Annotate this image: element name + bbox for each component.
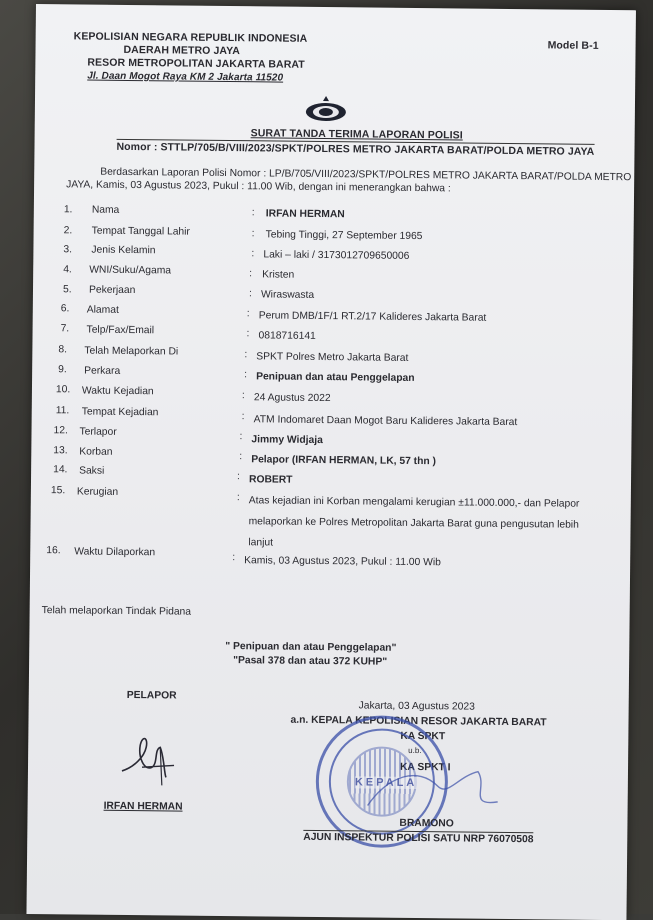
header-address: Jl. Daan Mogot Raya KM 2 Jakarta 11520: [87, 70, 284, 84]
row-number: 13.: [53, 445, 68, 457]
signatory-ka: KA SPKT I: [399, 761, 451, 774]
row-value: Atas kejadian ini Korban mengalami kerugian ±11.000.000,- dan Pelapor: [248, 495, 580, 510]
row-value-continuation: lanjut: [248, 537, 274, 549]
row-number: 8.: [58, 344, 68, 356]
row-label: Kerugian: [76, 486, 119, 498]
row-label: Waktu Kejadian: [81, 385, 154, 398]
row-colon: :: [239, 431, 243, 443]
row-label: Jenis Kelamin: [91, 244, 156, 257]
row-label: Tempat Kejadian: [81, 406, 159, 419]
row-number: 15.: [50, 485, 66, 497]
row-number: 3.: [63, 244, 73, 256]
police-emblem-icon: [303, 95, 349, 123]
row-number: 5.: [62, 284, 72, 296]
row-label: Tempat Tanggal Lahir: [91, 225, 190, 238]
row-number: 16.: [46, 545, 61, 557]
row-colon: :: [232, 552, 236, 564]
row-value: Perum DMB/1F/1 RT.2/17 Kalideres Jakarta Barat: [258, 310, 487, 324]
header-line-1: KEPOLISIAN NEGARA REPUBLIK INDONESIA: [73, 30, 308, 45]
row-colon: :: [246, 328, 250, 340]
row-label: Telp/Fax/Email: [86, 324, 155, 337]
row-colon: :: [236, 492, 240, 504]
document-number: Nomor : STTLP/705/B/VIII/2023/SPKT/POLRES METRO JAKARTA BARAT/POLDA METRO JAYA: [116, 140, 595, 158]
row-colon: :: [244, 369, 248, 381]
reporter-signature-icon: [114, 727, 185, 788]
row-colon: :: [241, 411, 245, 423]
row-value: ROBERT: [248, 474, 293, 486]
row-colon: :: [251, 207, 255, 219]
row-label: Saksi: [79, 465, 105, 477]
officer-name: BRAMONO: [399, 817, 454, 830]
row-value: Penipuan dan atau Penggelapan: [256, 371, 415, 384]
row-label: Nama: [91, 204, 120, 216]
row-colon: :: [239, 451, 243, 463]
row-label: Perkara: [84, 365, 121, 377]
model-label: Model B-1: [547, 39, 599, 52]
row-colon: :: [237, 471, 240, 483]
row-label: Terlapor: [79, 426, 117, 438]
row-value: Kamis, 03 Agustus 2023, Pukul : 11.00 Wib: [244, 555, 441, 569]
row-number: 10.: [55, 384, 71, 396]
signatory-ub: u.b.: [408, 745, 422, 756]
row-value: Laki – laki / 3173012709650006: [263, 249, 410, 262]
reported-crime-intro: Telah melaporkan Tindak Pidana: [41, 605, 192, 618]
row-number: 9.: [58, 364, 67, 376]
document-title: SURAT TANDA TERIMA LAPORAN POLISI: [250, 127, 463, 142]
row-number: 1.: [63, 204, 73, 216]
row-value: Kristen: [262, 269, 295, 281]
row-label: Korban: [79, 446, 113, 458]
row-value: Tebing Tinggi, 27 September 1965: [265, 229, 423, 243]
row-label: Waktu Dilaporkan: [74, 546, 156, 559]
pelapor-label: PELAPOR: [126, 689, 177, 702]
row-number: 6.: [60, 303, 70, 315]
row-label: Alamat: [86, 304, 119, 316]
row-number: 7.: [60, 323, 70, 335]
crime-name: " Penipuan dan atau Penggelapan": [225, 641, 397, 654]
row-number: 12.: [53, 425, 68, 437]
row-value: 24 Agustus 2022: [253, 392, 331, 405]
row-value-continuation: melaporkan ke Polres Metropolitan Jakarta Barat guna pengusutan lebih: [248, 516, 579, 531]
row-label: WNI/Suku/Agama: [89, 264, 172, 277]
crime-article: "Pasal 378 dan atau 372 KUHP": [233, 655, 388, 668]
stamp-text: KEPALA: [354, 776, 418, 790]
header-line-2: DAERAH METRO JAYA: [123, 43, 241, 58]
row-colon: :: [241, 390, 245, 402]
police-report-document: [26, 4, 635, 920]
intro-line-2: JAYA, Kamis, 03 Agustus 2023, Pukul : 11.00 Wib, dengan ini menerangkan bahwa :: [66, 179, 451, 195]
row-number: 11.: [55, 405, 70, 417]
row-colon: :: [249, 268, 253, 280]
row-value: 0818716141: [258, 330, 316, 342]
officer-rank: AJUN INSPEKTUR POLISI SATU NRP 76070508: [303, 831, 534, 846]
officer-signature-icon: [354, 755, 508, 827]
row-colon: :: [251, 228, 255, 240]
row-colon: :: [244, 349, 248, 361]
place-date: Jakarta, 03 Agustus 2023: [358, 700, 475, 713]
row-value: Wiraswasta: [260, 289, 315, 301]
intro-line-1: Berdasarkan Laporan Polisi Nomor : LP/B/705/VIII/2023/SPKT/POLRES METRO JAKARTA BARAT/POLDA METRO: [100, 166, 632, 184]
pelapor-name: IRFAN HERMAN: [103, 800, 183, 813]
header-line-3: RESOR METROPOLITAN JAKARTA BARAT: [87, 56, 305, 71]
row-value: SPKT Polres Metro Jakarta Barat: [256, 351, 409, 364]
row-colon: :: [248, 288, 252, 300]
row-label: Pekerjaan: [88, 284, 136, 297]
row-number: 4.: [63, 264, 72, 276]
row-value: IRFAN HERMAN: [265, 208, 345, 221]
row-colon: :: [246, 308, 250, 320]
row-value: Pelapor (IRFAN HERMAN, LK, 57 thn ): [251, 454, 437, 468]
row-value: Jimmy Widjaja: [251, 434, 323, 447]
signatory-unit: KA SPKT: [400, 730, 446, 743]
row-number: 14.: [53, 464, 68, 476]
row-colon: :: [251, 248, 255, 260]
row-label: Telah Melaporkan Di: [84, 345, 179, 358]
row-value: ATM Indomaret Daan Mogot Baru Kalideres Jakarta Barat: [253, 414, 518, 429]
signatory-title: a.n. KEPALA KEPOLISIAN RESOR JAKARTA BARAT: [290, 714, 547, 729]
row-number: 2.: [63, 225, 73, 237]
